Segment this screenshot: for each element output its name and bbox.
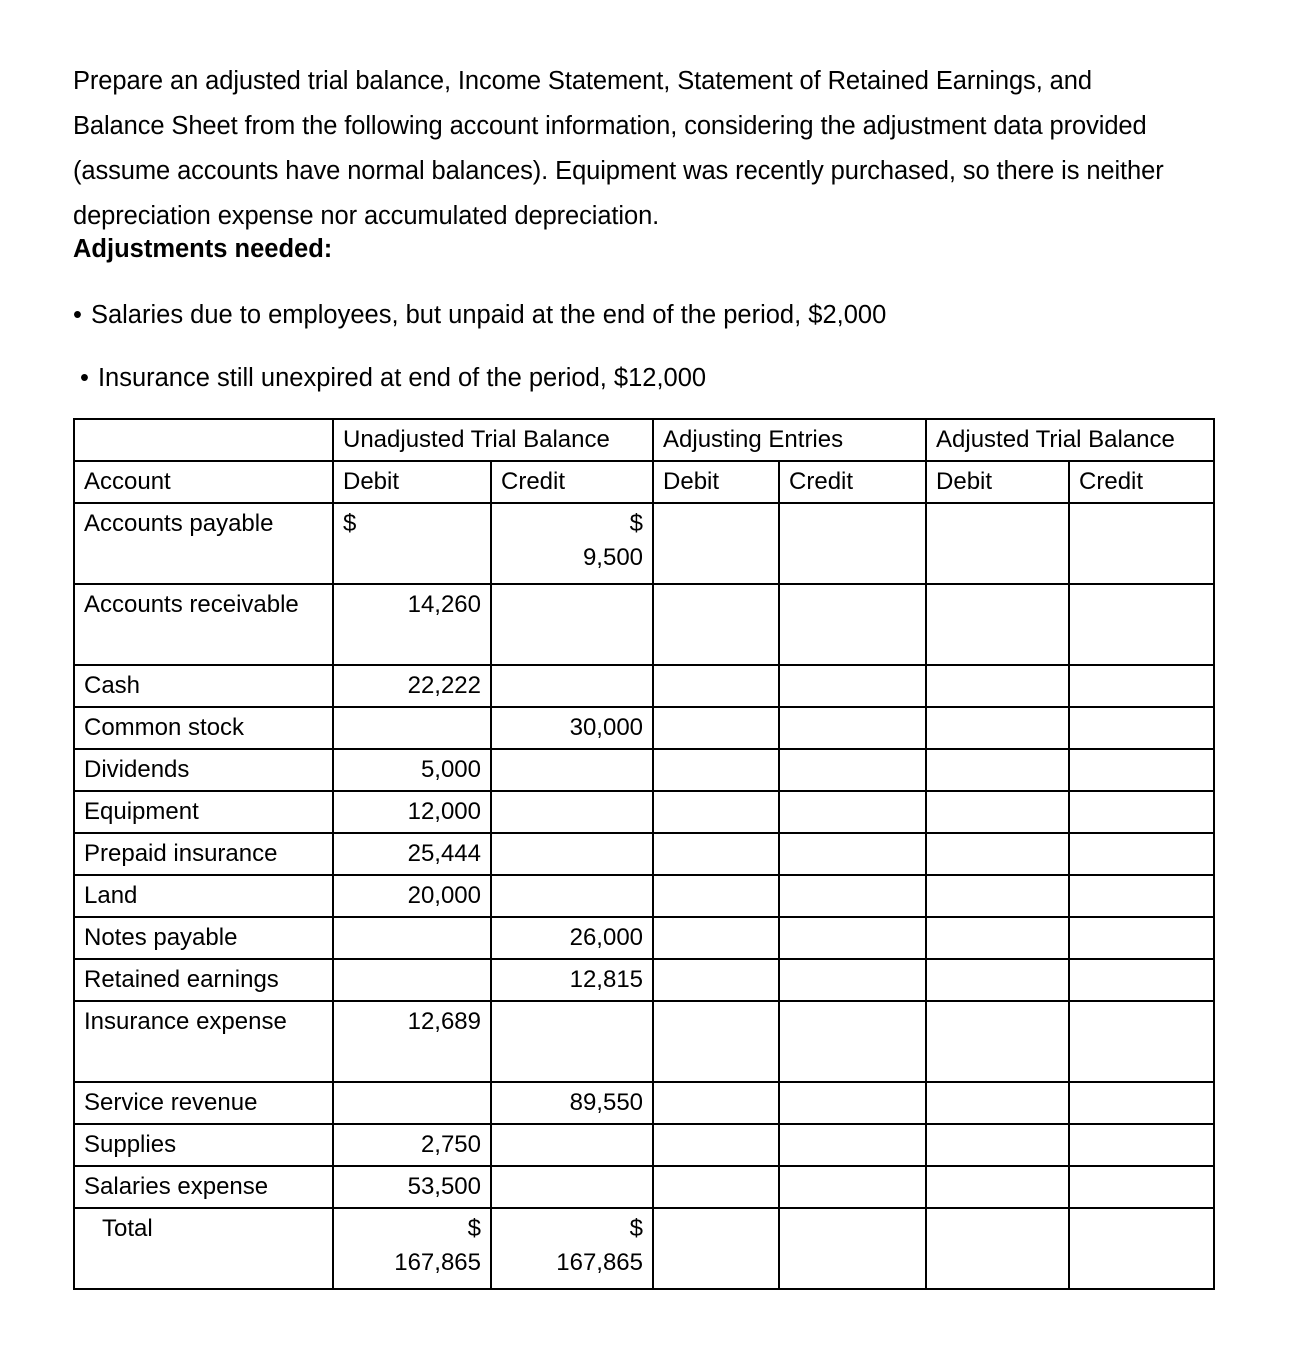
group-header-adjusting-entries: Adjusting Entries (653, 419, 926, 461)
worksheet-body (74, 503, 1214, 1289)
row-account-label: Insurance expense (74, 1001, 333, 1082)
column-header-adjusted-debit: Debit (926, 461, 1069, 503)
cell-adjusted-debit[interactable] (926, 749, 1069, 791)
cell-adjusting-debit[interactable] (653, 584, 779, 665)
table-row (74, 503, 1214, 584)
total-unadjusted-credit[interactable] (491, 1208, 653, 1289)
table-row (74, 749, 1214, 791)
table-row (74, 1124, 1214, 1166)
adjustment-bullet-1-text: Salaries due to employees, but unpaid at the end of the period, $2,000 (90, 301, 887, 329)
cell-adjusted-debit[interactable] (926, 665, 1069, 707)
cell-adjusting-debit[interactable] (653, 1082, 779, 1124)
cell-adjusted-credit[interactable] (1069, 833, 1214, 875)
cell-adjusting-debit[interactable] (653, 833, 779, 875)
column-header-unadjusted-credit: Credit (491, 461, 653, 503)
row-account-label: Retained earnings (74, 959, 333, 1001)
adjustment-bullet-2-text: Insurance still unexpired at end of the period, $12,000 (97, 364, 707, 392)
cell-adjusting-credit[interactable] (779, 833, 926, 875)
cell-adjusting-credit[interactable] (779, 1082, 926, 1124)
cell-adjusting-debit[interactable] (653, 875, 779, 917)
currency-amount: 167,865 (394, 1249, 481, 1276)
row-account-label: Accounts payable (74, 503, 333, 584)
table-row (74, 833, 1214, 875)
cell-adjusted-debit[interactable] (926, 917, 1069, 959)
cell-adjusted-credit[interactable] (1069, 1166, 1214, 1208)
cell-adjusted-credit[interactable] (1069, 959, 1214, 1001)
cell-adjusting-credit[interactable] (779, 875, 926, 917)
currency-symbol: $ (629, 510, 644, 537)
cell-adjusted-credit[interactable] (1069, 875, 1214, 917)
cell-unadjusted-credit[interactable] (491, 584, 653, 665)
group-header-adjusted-trial-balance: Adjusted Trial Balance (926, 419, 1214, 461)
cell-unadjusted-debit[interactable]: 2,750 (333, 1124, 491, 1166)
cell-unadjusted-credit[interactable]: 89,550 (491, 1082, 653, 1124)
cell-unadjusted-credit[interactable] (491, 503, 653, 584)
table-row (74, 791, 1214, 833)
row-account-label: Land (74, 875, 333, 917)
cell-adjusted-credit[interactable] (1069, 503, 1214, 584)
cell-unadjusted-debit[interactable]: 53,500 (333, 1166, 491, 1208)
cell-adjusting-credit[interactable] (779, 749, 926, 791)
row-account-label: Equipment (74, 791, 333, 833)
sub-header-row (74, 461, 1214, 503)
cell-unadjusted-debit[interactable]: 20,000 (333, 875, 491, 917)
cell-unadjusted-debit[interactable]: 14,260 (333, 584, 491, 665)
row-account-label: Supplies (74, 1124, 333, 1166)
group-header-account (74, 419, 333, 461)
cell-unadjusted-credit[interactable]: 12,815 (491, 959, 653, 1001)
cell-adjusting-debit[interactable] (653, 1166, 779, 1208)
cell-adjusting-debit[interactable] (653, 1001, 779, 1082)
cell-adjusted-credit[interactable] (1069, 707, 1214, 749)
table-row (74, 665, 1214, 707)
cell-adjusting-credit[interactable] (779, 707, 926, 749)
adjustment-bullet-2 (80, 361, 706, 395)
cell-adjusting-debit[interactable] (653, 917, 779, 959)
group-header-row (74, 419, 1214, 461)
cell-adjusting-debit[interactable] (653, 707, 779, 749)
cell-adjusting-debit[interactable] (653, 503, 779, 584)
total-adjusting-debit[interactable] (653, 1208, 779, 1289)
currency-symbol: $ (467, 1215, 481, 1242)
cell-adjusting-credit[interactable] (779, 1166, 926, 1208)
column-header-account: Account (74, 461, 333, 503)
cell-unadjusted-debit[interactable]: 12,689 (333, 1001, 491, 1082)
column-header-adjusting-credit: Credit (779, 461, 926, 503)
cell-adjusting-debit[interactable] (653, 1124, 779, 1166)
cell-adjusted-debit[interactable] (926, 1082, 1069, 1124)
row-account-label: Salaries expense (74, 1166, 333, 1208)
adjustments-heading: Adjustments needed: (73, 235, 333, 263)
cell-adjusting-debit[interactable] (653, 959, 779, 1001)
cell-adjusting-credit[interactable] (779, 503, 926, 584)
cell-unadjusted-debit[interactable]: $ (333, 503, 491, 584)
cell-adjusted-debit[interactable] (926, 1166, 1069, 1208)
table-row (74, 1166, 1214, 1208)
cell-unadjusted-debit[interactable]: 25,444 (333, 833, 491, 875)
cell-adjusted-credit[interactable] (1069, 584, 1214, 665)
cell-adjusting-credit[interactable] (779, 584, 926, 665)
cell-unadjusted-credit[interactable] (491, 1124, 653, 1166)
cell-adjusted-debit[interactable] (926, 875, 1069, 917)
cell-unadjusted-debit[interactable] (333, 917, 491, 959)
row-account-label: Notes payable (74, 917, 333, 959)
total-adjusted-credit[interactable] (1069, 1208, 1214, 1289)
table-row (74, 917, 1214, 959)
bullet-dot-icon: • (73, 301, 82, 329)
currency-amount: 9,500 (582, 544, 644, 571)
cell-adjusted-credit[interactable] (1069, 917, 1214, 959)
cell-adjusting-credit[interactable] (779, 1001, 926, 1082)
cell-adjusting-credit[interactable] (779, 665, 926, 707)
total-unadjusted-debit[interactable] (333, 1208, 491, 1289)
cell-unadjusted-credit[interactable] (491, 875, 653, 917)
cell-adjusted-debit[interactable] (926, 791, 1069, 833)
total-row-label: Total (74, 1208, 333, 1289)
cell-adjusted-debit[interactable] (926, 1001, 1069, 1082)
cell-adjusting-debit[interactable] (653, 665, 779, 707)
cell-adjusted-credit[interactable] (1069, 1082, 1214, 1124)
row-account-label: Common stock (74, 707, 333, 749)
cell-adjusted-credit[interactable] (1069, 791, 1214, 833)
group-header-unadjusted-trial-balance: Unadjusted Trial Balance (333, 419, 653, 461)
row-account-label: Service revenue (74, 1082, 333, 1124)
cell-unadjusted-credit[interactable] (491, 665, 653, 707)
column-header-unadjusted-debit: Debit (333, 461, 491, 503)
cell-unadjusted-debit[interactable]: 5,000 (333, 749, 491, 791)
cell-adjusted-credit[interactable] (1069, 665, 1214, 707)
cell-unadjusted-credit[interactable]: 30,000 (491, 707, 653, 749)
cell-adjusting-credit[interactable] (779, 917, 926, 959)
cell-unadjusted-debit[interactable] (333, 707, 491, 749)
column-header-adjusting-debit: Debit (653, 461, 779, 503)
cell-adjusted-debit[interactable] (926, 584, 1069, 665)
table-row (74, 1082, 1214, 1124)
cell-adjusted-debit[interactable] (926, 833, 1069, 875)
currency-symbol: $ (629, 1215, 644, 1242)
currency-amount: 167,865 (556, 1249, 644, 1276)
table-row (74, 707, 1214, 749)
total-adjusting-credit[interactable] (779, 1208, 926, 1289)
table-row (74, 875, 1214, 917)
table-row (74, 959, 1214, 1001)
adjustment-bullet-1 (73, 298, 886, 332)
cell-adjusted-debit[interactable] (926, 959, 1069, 1001)
table-row (74, 584, 1214, 665)
cell-adjusted-credit[interactable] (1069, 1124, 1214, 1166)
row-account-label: Accounts receivable (74, 584, 333, 665)
cell-unadjusted-credit[interactable] (491, 1001, 653, 1082)
cell-unadjusted-credit[interactable] (491, 833, 653, 875)
cell-adjusted-debit[interactable] (926, 503, 1069, 584)
cell-adjusting-debit[interactable] (653, 791, 779, 833)
row-account-label: Prepaid insurance (74, 833, 333, 875)
total-adjusted-debit[interactable] (926, 1208, 1069, 1289)
cell-adjusted-debit[interactable] (926, 707, 1069, 749)
cell-unadjusted-debit[interactable]: 12,000 (333, 791, 491, 833)
cell-adjusted-debit[interactable] (926, 1124, 1069, 1166)
cell-adjusting-credit[interactable] (779, 791, 926, 833)
column-header-adjusted-credit: Credit (1069, 461, 1214, 503)
cell-adjusting-credit[interactable] (779, 1124, 926, 1166)
prompt-paragraph: Prepare an adjusted trial balance, Income Statement, Statement of Retained Earnings, and Balance Sheet from the following account information, considering the adjustment data provided (assume accounts have normal balances). Equipment was recently purchased, so there is neither depreciation expense nor accumulated depreciation. (73, 66, 1164, 230)
cell-adjusting-credit[interactable] (779, 959, 926, 1001)
cell-unadjusted-credit[interactable] (491, 791, 653, 833)
table-row (74, 1001, 1214, 1082)
cell-unadjusted-debit[interactable] (333, 1082, 491, 1124)
trial-balance-worksheet (73, 418, 1215, 1290)
cell-adjusting-debit[interactable] (653, 749, 779, 791)
row-account-label: Cash (74, 665, 333, 707)
cell-unadjusted-debit[interactable]: 22,222 (333, 665, 491, 707)
row-account-label: Dividends (74, 749, 333, 791)
total-row (74, 1208, 1214, 1289)
cell-adjusted-credit[interactable] (1069, 1001, 1214, 1082)
bullet-dot-icon: • (80, 364, 89, 392)
cell-adjusted-credit[interactable] (1069, 749, 1214, 791)
cell-unadjusted-credit[interactable] (491, 1166, 653, 1208)
cell-unadjusted-credit[interactable]: 26,000 (491, 917, 653, 959)
cell-unadjusted-debit[interactable] (333, 959, 491, 1001)
cell-unadjusted-credit[interactable] (491, 749, 653, 791)
